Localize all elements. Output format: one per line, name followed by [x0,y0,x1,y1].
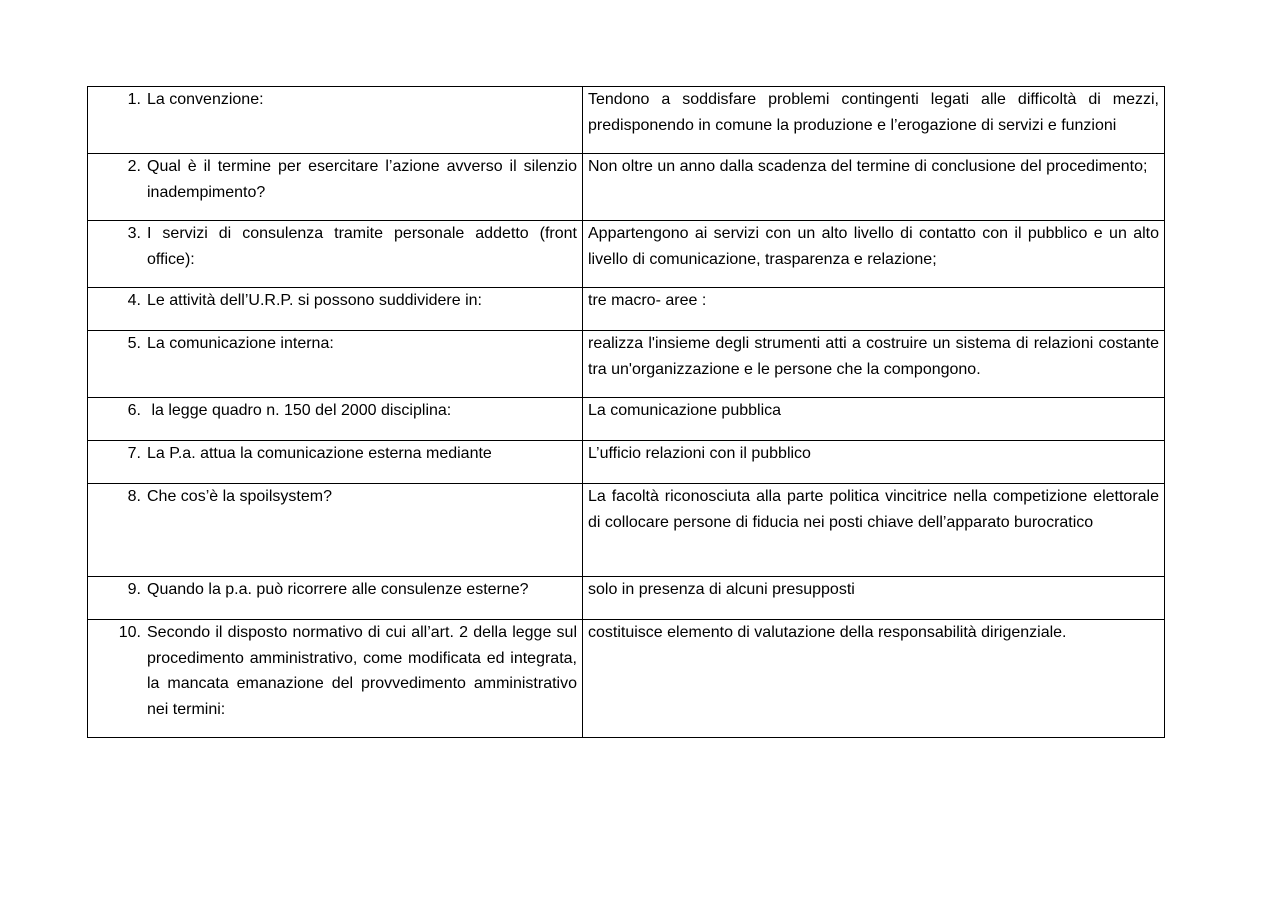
answer-cell [583,331,1165,398]
answer-cell [583,577,1165,620]
question-cell [88,87,583,154]
answer-text: Tendono a soddisfare problemi contingenti legati alle difficoltà di mezzi, predisponendo in comune la produzione e l’erogazione di servizi e funzioni [588,91,1159,134]
question-text: Le attività dell’U.R.P. si possono suddividere in: [147,292,482,309]
question-cell [88,441,583,484]
question-text: La comunicazione interna: [147,335,334,352]
answer-cell [583,87,1165,154]
question-text: Secondo il disposto normativo di cui all’art. 2 della legge sul procedimento amministrativo, come modificata ed integrata, la mancata emanazione del provvedimento amministrativo nei termini: [147,624,577,718]
question-answer-table [87,86,1165,738]
answer-cell [583,484,1165,577]
question-text: La convenzione: [147,91,264,108]
question-cell [88,484,583,577]
question-text: Che cos’è la spoilsystem? [147,488,332,505]
answer-cell [583,221,1165,288]
answer-text: L’ufficio relazioni con il pubblico [588,445,811,462]
answer-text: costituisce elemento di valutazione della responsabilità dirigenziale. [588,624,1067,641]
table-row [88,154,1165,221]
table-row [88,331,1165,398]
question-cell [88,154,583,221]
row-number: 2. [127,158,141,175]
answer-cell [583,154,1165,221]
row-number: 3. [127,225,141,242]
row-number: 10. [118,624,141,641]
row-number: 8. [127,488,141,505]
answer-cell [583,620,1165,738]
answer-text: tre macro- aree : [588,292,707,309]
row-number: 1. [127,91,141,108]
table-row [88,87,1165,154]
answer-cell [583,398,1165,441]
answer-cell [583,441,1165,484]
row-number: 4. [127,292,141,309]
table-row [88,398,1165,441]
question-cell [88,620,583,738]
question-cell [88,221,583,288]
question-cell [88,577,583,620]
row-number: 5. [127,335,141,352]
table-row [88,288,1165,331]
question-cell [88,398,583,441]
table-row [88,484,1165,577]
question-text: Qual è il termine per esercitare l’azione avverso il silenzio inadempimento? [147,158,577,201]
row-number: 7. [127,445,141,462]
answer-text: La comunicazione pubblica [588,402,782,419]
question-text: Quando la p.a. può ricorrere alle consulenze esterne? [147,581,529,598]
question-text: La P.a. attua la comunicazione esterna mediante [147,445,492,462]
answer-cell [583,288,1165,331]
table-row [88,620,1165,738]
question-text: I servizi di consulenza tramite personale addetto (front office): [147,225,577,268]
table-row [88,577,1165,620]
question-cell [88,288,583,331]
row-number: 9. [127,581,141,598]
answer-text: Non oltre un anno dalla scadenza del termine di conclusione del procedimento; [588,158,1148,175]
table-row [88,441,1165,484]
answer-text: solo in presenza di alcuni presupposti [588,581,855,598]
answer-text: La facoltà riconosciuta alla parte politica vincitrice nella competizione elettorale di collocare persone di fiducia nei posti chiave dell’apparato burocratico [588,488,1159,531]
answer-text: Appartengono ai servizi con un alto livello di contatto con il pubblico e un alto livello di comunicazione, trasparenza e relazione; [588,225,1159,268]
question-cell [88,331,583,398]
row-number: 6. [127,402,141,419]
table-row [88,221,1165,288]
answer-text: realizza l'insieme degli strumenti atti a costruire un sistema di relazioni costante tra un'organizzazione e le persone che la compongono. [588,335,1159,378]
question-text: la legge quadro n. 150 del 2000 disciplina: [147,402,452,419]
